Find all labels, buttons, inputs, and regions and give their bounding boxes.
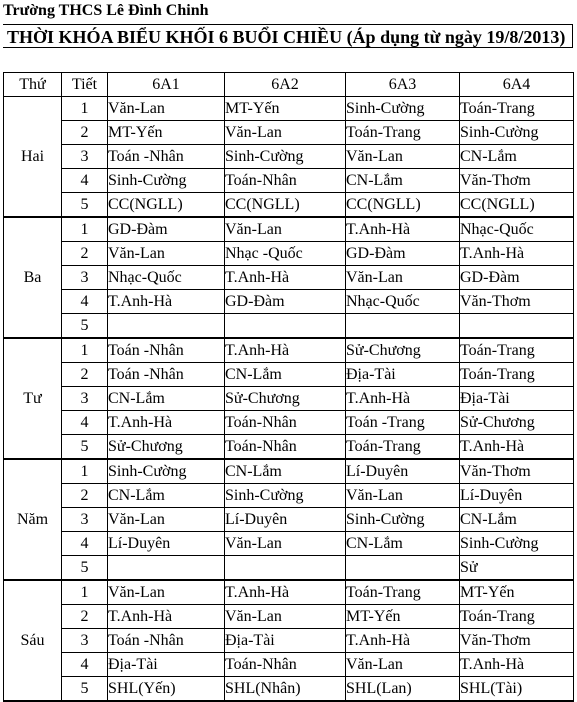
period-number: 5 — [62, 677, 108, 702]
header-row — [4, 73, 574, 97]
schedule-cell: Sinh-Cường — [225, 484, 346, 508]
header-period: Tiết — [62, 73, 108, 97]
schedule-cell — [460, 314, 574, 339]
header-day: Thứ — [4, 73, 62, 97]
schedule-cell: Văn-Thơm — [460, 169, 574, 193]
period-number: 1 — [62, 580, 108, 605]
schedule-cell: T.Anh-Hà — [225, 580, 346, 605]
schedule-cell: GD-Đàm — [460, 266, 574, 290]
schedule-cell: Địa-Tài — [108, 653, 225, 677]
period-number: 2 — [62, 363, 108, 387]
schedule-cell: CN-Lắm — [460, 145, 574, 169]
schedule-cell: Toán-Nhân — [225, 411, 346, 435]
schedule-cell: T.Anh-Hà — [108, 605, 225, 629]
table-row — [4, 242, 574, 266]
schedule-cell: MT-Yến — [460, 580, 574, 605]
schedule-cell: CN-Lắm — [225, 459, 346, 484]
schedule-cell — [225, 314, 346, 339]
schedule-cell: Văn-Lan — [346, 653, 460, 677]
table-row — [4, 363, 574, 387]
schedule-cell: Văn-Lan — [346, 266, 460, 290]
period-number: 2 — [62, 484, 108, 508]
table-row — [4, 97, 574, 121]
schedule-cell: Lí-Duyên — [108, 532, 225, 556]
timetable-body — [4, 97, 574, 702]
schedule-cell: Sử — [460, 556, 574, 581]
schedule-cell: Văn-Lan — [108, 242, 225, 266]
schedule-cell: T.Anh-Hà — [460, 242, 574, 266]
schedule-cell: MT-Yến — [108, 121, 225, 145]
schedule-cell: Sinh-Cường — [460, 532, 574, 556]
schedule-cell: Toán -Nhân — [108, 145, 225, 169]
table-row — [4, 580, 574, 605]
timetable — [3, 72, 574, 702]
schedule-cell: Sinh-Cường — [346, 97, 460, 121]
period-number: 4 — [62, 653, 108, 677]
schedule-cell: Sử-Chương — [460, 411, 574, 435]
schedule-cell: T.Anh-Hà — [346, 387, 460, 411]
schedule-cell — [108, 556, 225, 581]
schedule-cell: GD-Đàm — [225, 290, 346, 314]
schedule-cell: Sinh-Cường — [108, 459, 225, 484]
schedule-cell: CC(NGLL) — [346, 193, 460, 218]
period-number: 3 — [62, 145, 108, 169]
schedule-cell: Toán-Trang — [460, 363, 574, 387]
header-class-6a2: 6A2 — [225, 73, 346, 97]
schedule-cell: Toán -Nhân — [108, 363, 225, 387]
schedule-cell: T.Anh-Hà — [225, 266, 346, 290]
schedule-cell: Văn-Thơm — [460, 629, 574, 653]
table-row — [4, 556, 574, 581]
day-label: Tư — [4, 338, 62, 459]
period-number: 5 — [62, 435, 108, 460]
schedule-cell: Văn-Lan — [225, 217, 346, 242]
schedule-cell: Nhạc -Quốc — [225, 242, 346, 266]
schedule-cell: Toán-Nhân — [225, 169, 346, 193]
day-label: Năm — [4, 459, 62, 580]
header-class-6a3: 6A3 — [346, 73, 460, 97]
table-row — [4, 605, 574, 629]
schedule-cell: T.Anh-Hà — [225, 338, 346, 363]
schedule-cell: Toán -Nhân — [108, 629, 225, 653]
schedule-cell: Toán-Nhân — [225, 435, 346, 460]
schedule-cell: Văn-Lan — [225, 605, 346, 629]
schedule-cell — [346, 556, 460, 581]
schedule-cell: T.Anh-Hà — [108, 290, 225, 314]
table-row — [4, 193, 574, 218]
schedule-cell: CN-Lắm — [108, 387, 225, 411]
schedule-cell: Toán-Trang — [460, 605, 574, 629]
schedule-cell: SHL(Lan) — [346, 677, 460, 702]
period-number: 4 — [62, 290, 108, 314]
schedule-cell — [346, 314, 460, 339]
schedule-cell: Lí-Duyên — [460, 484, 574, 508]
period-number: 3 — [62, 629, 108, 653]
schedule-cell: Sinh-Cường — [346, 508, 460, 532]
schedule-cell: CN-Lắm — [225, 363, 346, 387]
period-number: 1 — [62, 217, 108, 242]
table-row — [4, 459, 574, 484]
period-number: 4 — [62, 411, 108, 435]
schedule-cell: Toán -Nhân — [108, 338, 225, 363]
schedule-cell: Văn-Lan — [346, 145, 460, 169]
table-row — [4, 169, 574, 193]
schedule-cell: CN-Lắm — [346, 169, 460, 193]
period-number: 3 — [62, 266, 108, 290]
table-row — [4, 677, 574, 702]
schedule-cell: Toán-Trang — [346, 580, 460, 605]
table-row — [4, 484, 574, 508]
schedule-cell: Văn-Thơm — [460, 459, 574, 484]
schedule-cell: SHL(Nhân) — [225, 677, 346, 702]
schedule-cell: Sinh-Cường — [460, 121, 574, 145]
timetable-title: THỜI KHÓA BIỂU KHỐI 6 BUỔI CHIỀU (Áp dụng từ ngày 19/8/2013) — [3, 24, 573, 48]
schedule-cell: CC(NGLL) — [108, 193, 225, 218]
schedule-cell: Sử-Chương — [225, 387, 346, 411]
schedule-cell: Sinh-Cường — [225, 145, 346, 169]
schedule-cell: Toán -Trang — [346, 411, 460, 435]
schedule-cell — [225, 556, 346, 581]
schedule-cell: Lí-Duyên — [346, 459, 460, 484]
schedule-cell: Sử-Chương — [346, 338, 460, 363]
schedule-cell: T.Anh-Hà — [108, 411, 225, 435]
table-row — [4, 508, 574, 532]
table-row — [4, 217, 574, 242]
schedule-cell: Toán-Trang — [460, 97, 574, 121]
table-row — [4, 411, 574, 435]
schedule-cell: CN-Lắm — [460, 508, 574, 532]
schedule-cell: SHL(Tài) — [460, 677, 574, 702]
period-number: 5 — [62, 193, 108, 218]
table-row — [4, 290, 574, 314]
schedule-cell: Văn-Lan — [108, 97, 225, 121]
schedule-cell: Văn-Lan — [108, 580, 225, 605]
period-number: 2 — [62, 242, 108, 266]
schedule-cell: Văn-Lan — [225, 532, 346, 556]
table-row — [4, 266, 574, 290]
schedule-cell: Nhạc-Quốc — [460, 217, 574, 242]
table-row — [4, 145, 574, 169]
schedule-cell: Nhạc-Quốc — [108, 266, 225, 290]
schedule-cell: MT-Yến — [225, 97, 346, 121]
schedule-cell: Toán-Nhân — [225, 653, 346, 677]
period-number: 4 — [62, 532, 108, 556]
day-label: Sáu — [4, 580, 62, 701]
schedule-cell: Văn-Lan — [225, 121, 346, 145]
table-row — [4, 387, 574, 411]
period-number: 2 — [62, 605, 108, 629]
schedule-cell: Sử-Chương — [108, 435, 225, 460]
schedule-cell: GD-Đàm — [346, 242, 460, 266]
header-class-6a1: 6A1 — [108, 73, 225, 97]
schedule-cell: Nhạc-Quốc — [346, 290, 460, 314]
schedule-cell: T.Anh-Hà — [346, 217, 460, 242]
schedule-cell: Văn-Thơm — [460, 290, 574, 314]
schedule-cell: T.Anh-Hà — [460, 435, 574, 460]
period-number: 5 — [62, 314, 108, 339]
schedule-cell: Toán-Trang — [346, 121, 460, 145]
schedule-cell: T.Anh-Hà — [460, 653, 574, 677]
table-row — [4, 338, 574, 363]
period-number: 3 — [62, 387, 108, 411]
schedule-cell: CC(NGLL) — [460, 193, 574, 218]
schedule-cell: Toán-Trang — [460, 338, 574, 363]
period-number: 1 — [62, 459, 108, 484]
schedule-cell: Văn-Lan — [108, 508, 225, 532]
schedule-cell: GD-Đàm — [108, 217, 225, 242]
period-number: 1 — [62, 97, 108, 121]
schedule-cell — [108, 314, 225, 339]
table-row — [4, 629, 574, 653]
schedule-cell: Lí-Duyên — [225, 508, 346, 532]
table-row — [4, 653, 574, 677]
day-label: Hai — [4, 97, 62, 218]
period-number: 1 — [62, 338, 108, 363]
day-label: Ba — [4, 217, 62, 338]
schedule-cell: Địa-Tài — [460, 387, 574, 411]
schedule-cell: Văn-Lan — [346, 484, 460, 508]
period-number: 2 — [62, 121, 108, 145]
period-number: 5 — [62, 556, 108, 581]
schedule-cell: MT-Yến — [346, 605, 460, 629]
schedule-cell: T.Anh-Hà — [346, 629, 460, 653]
table-row — [4, 121, 574, 145]
schedule-cell: CC(NGLL) — [225, 193, 346, 218]
table-row — [4, 314, 574, 339]
table-row — [4, 435, 574, 460]
schedule-cell: Sinh-Cường — [108, 169, 225, 193]
schedule-cell: CN-Lắm — [346, 532, 460, 556]
period-number: 4 — [62, 169, 108, 193]
school-name: Trường THCS Lê Đình Chinh — [3, 2, 209, 19]
header-class-6a4: 6A4 — [460, 73, 574, 97]
schedule-cell: Địa-Tài — [225, 629, 346, 653]
schedule-cell: Toán-Trang — [346, 435, 460, 460]
period-number: 3 — [62, 508, 108, 532]
schedule-cell: SHL(Yến) — [108, 677, 225, 702]
schedule-cell: CN-Lắm — [108, 484, 225, 508]
table-row — [4, 532, 574, 556]
schedule-cell: Địa-Tài — [346, 363, 460, 387]
